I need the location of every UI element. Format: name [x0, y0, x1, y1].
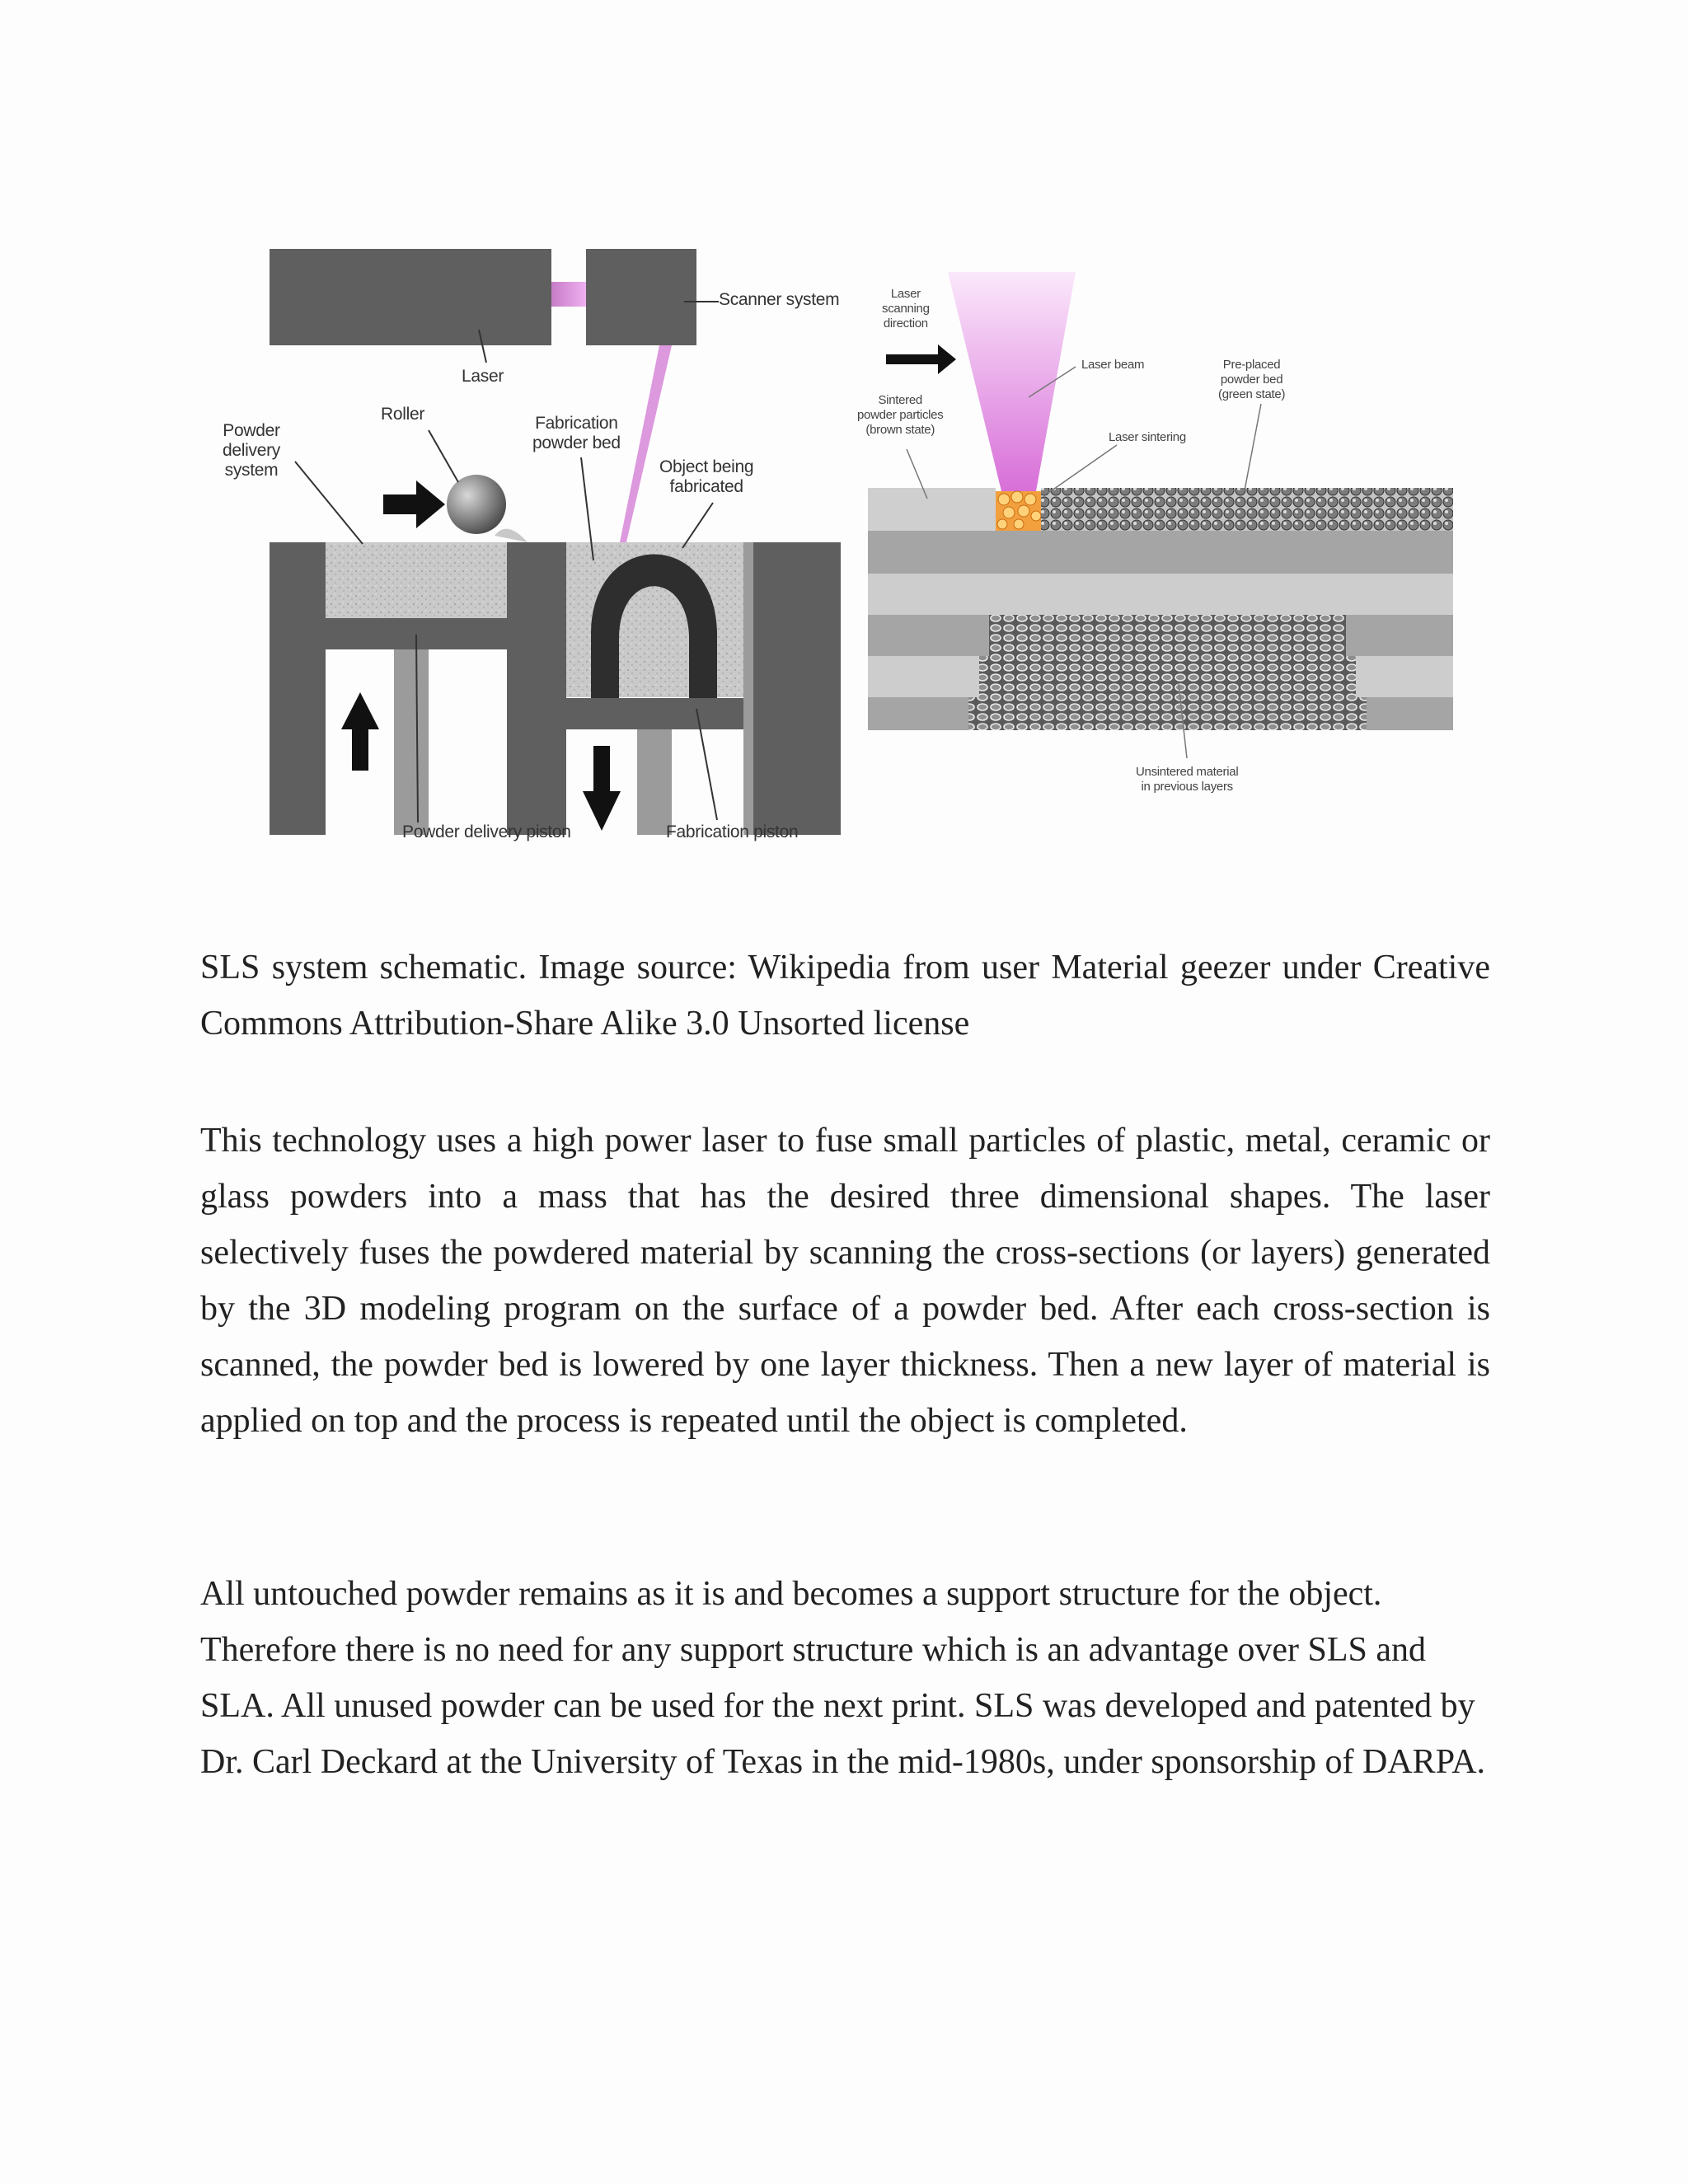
label-fabrication-powder-bed: Fabrication powder bed [532, 414, 621, 452]
label-scanner-system: Scanner system [719, 290, 840, 309]
figure-caption: SLS system schematic. Image source: Wikipedia from user Material geezer under Creative Commons Attribution-Share Alike 3.0 Unsorted license [200, 949, 1490, 1043]
left-diagram [270, 249, 841, 835]
fabrication-rod [637, 729, 672, 835]
piston-up-arrow [341, 692, 379, 771]
label-pre-placed-powder-bed: Pre-placed powder bed (green state) [1218, 358, 1286, 401]
roller-powder-heap [495, 529, 528, 542]
layer-1 [868, 531, 1453, 574]
label-laser: Laser [462, 367, 504, 386]
roller-push-arrow [383, 480, 445, 528]
label-powder-delivery-system: Powder delivery system [223, 421, 280, 480]
laser-beam-horizontal [551, 282, 586, 307]
middle-wall [507, 542, 566, 835]
left-wall [270, 542, 326, 835]
right-diagram [868, 272, 1453, 758]
sintered-region [868, 488, 996, 531]
right-wall [743, 542, 841, 835]
label-fabrication-piston: Fabrication piston [666, 823, 799, 841]
label-laser-sintering: Laser sintering [1109, 430, 1186, 444]
pre-placed-powder-bed [1041, 488, 1453, 531]
label-roller: Roller [381, 405, 425, 424]
label-unsintered-material: Unsintered material in previous layers [1136, 765, 1239, 794]
label-powder-delivery-piston: Powder delivery piston [402, 823, 571, 841]
fabrication-platform [566, 698, 743, 729]
right-wall-inner [743, 542, 753, 835]
powder-delivery-rod [394, 649, 429, 835]
label-laser-scanning-direction: Laser scanning direction [882, 287, 930, 330]
powder-delivery-chamber [326, 542, 507, 618]
scanning-direction-arrow [886, 344, 956, 374]
label-laser-beam: Laser beam [1081, 358, 1145, 372]
layer-2 [868, 574, 1453, 615]
label-sintered-powder-particles: Sintered powder particles (brown state) [857, 393, 944, 437]
paragraph-sls-process: This technology uses a high power laser to fuse small particles of plastic, metal, ceramic or glass powders into a mass that has the desired three dimensional shapes. The laser selectively fuses the powdered material by scanning the cross-sections (or layers) generated by the 3D modeling program on the surface of a powder bed. After each cross-section is scanned, the powder bed is lowered by one layer thickness. Then a new layer of material is applied on top and the process is repeated until the object is completed. [200, 1122, 1490, 1440]
scanner-unit [586, 249, 696, 345]
scanner-beam [620, 345, 672, 542]
laser-beam-cone [948, 272, 1076, 491]
label-object-being-fabricated: Object being fabricated [659, 457, 754, 496]
piston-down-arrow [583, 746, 621, 831]
roller [447, 475, 506, 534]
laser-unit [270, 249, 551, 345]
unsintered-material [968, 615, 1367, 730]
paragraph-sls-advantages: All untouched powder remains as it is and becomes a support structure for the object. Therefore there is no need for any support structure which is an advantage over SLS and SLA. All unused powder can be used for the next print. SLS was developed and patented by Dr. Carl Deckard at the University of Texas in the mid-1980s, under sponsorship of DARPA. [200, 1575, 1486, 1781]
